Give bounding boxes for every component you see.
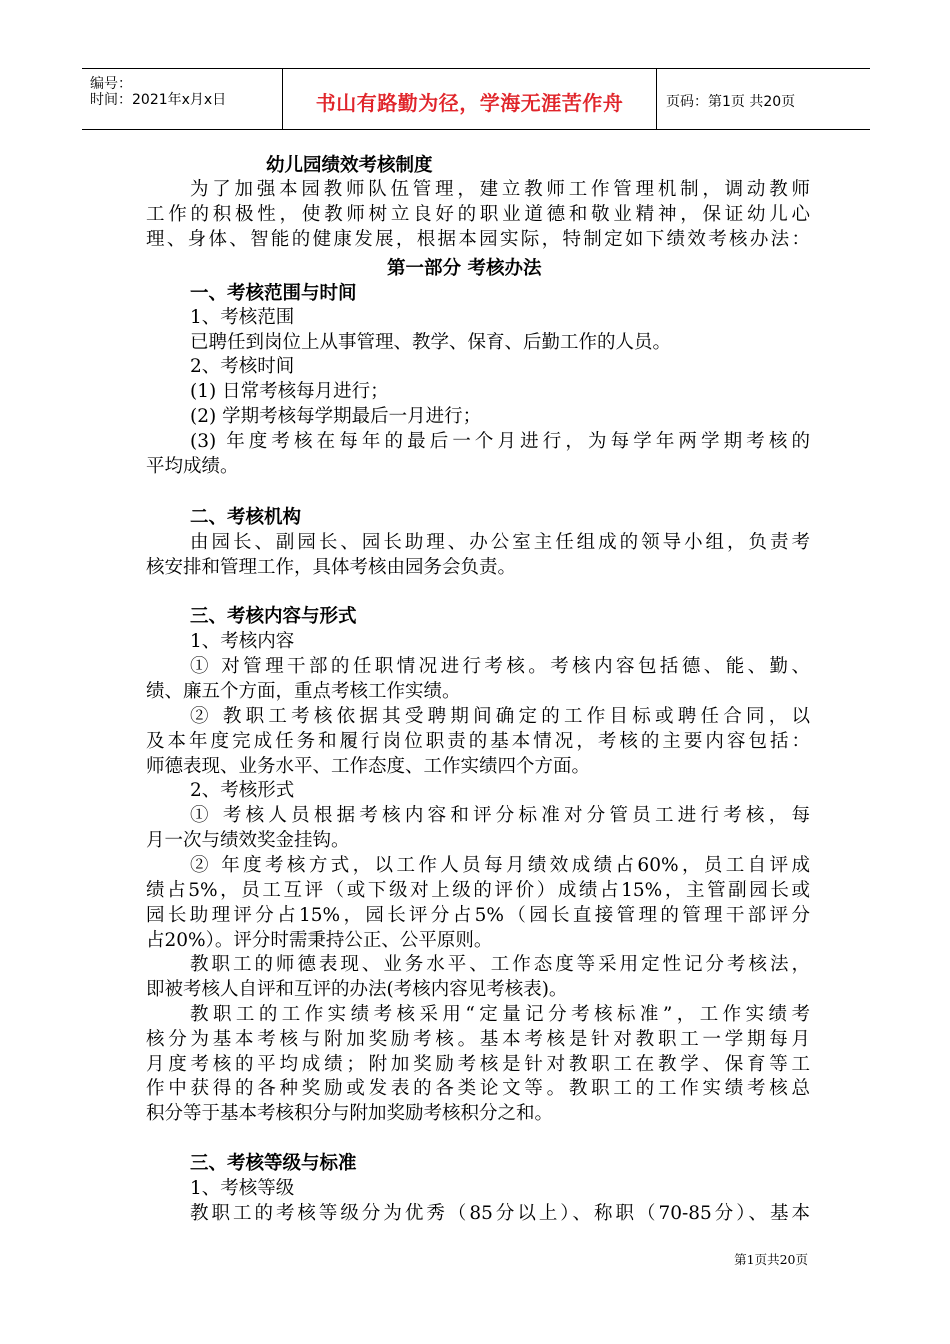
paragraph-line: 1、考核内容 <box>190 631 295 652</box>
paragraph-line: 积分等于基本考核积分与附加奖励考核积分之和。 <box>146 1103 554 1124</box>
paragraph-line: ② 教职工考核依据其受聘期间确定的工作目标或聘任合同，以 <box>190 706 810 727</box>
part-heading: 第一部分 考核办法 <box>387 258 542 279</box>
paragraph-line: 由园长、副园长、园长助理、办公室主任组成的领导小组，负责考 <box>190 532 810 553</box>
paragraph-line: ② 年度考核方式，以工作人员每月绩效成绩占60%，员工自评成 <box>190 855 810 876</box>
paragraph-line: 工作的积极性，使教师树立良好的职业道德和敬业精神，保证幼儿心 <box>146 204 810 225</box>
paragraph-line: 教职工的师德表现、业务水平、工作态度等采用定性记分考核法， <box>190 954 810 975</box>
paragraph-line: ① 对管理干部的任职情况进行考核。考核内容包括德、能、勤、 <box>190 656 810 677</box>
header-info-cell <box>82 69 282 129</box>
section-heading: 三、考核等级与标准 <box>190 1153 357 1174</box>
paragraph-line: 1、考核范围 <box>190 307 295 328</box>
paragraph-line: 绩、廉五个方面，重点考核工作实绩。 <box>146 681 461 702</box>
paragraph-line: (3) 年度考核在每年的最后一个月进行，为每学年两学期考核的 <box>190 431 810 452</box>
motto: 书山有路勤为径，学海无涯苦作舟 <box>315 91 624 115</box>
paragraph-line: 2、考核时间 <box>190 356 295 377</box>
date-label: 时间：2021年x月x日 <box>90 92 227 108</box>
paragraph-line: ① 考核人员根据考核内容和评分标准对分管员工进行考核，每 <box>190 805 810 826</box>
paragraph-line: 核分为基本考核与附加奖励考核。基本考核是针对教职工一学期每月 <box>146 1029 810 1050</box>
page-footer: 第1页共20页 <box>734 1252 808 1267</box>
paragraph-line: 为了加强本园教师队伍管理，建立教师工作管理机制，调动教师 <box>190 179 810 200</box>
paragraph-line: 理、身体、智能的健康发展，根据本园实际，特制定如下绩效考核办法： <box>146 229 810 250</box>
paragraph-line: 占20%）。评分时需秉持公正、公平原则。 <box>146 930 493 951</box>
section-heading: 一、考核范围与时间 <box>190 283 357 304</box>
paragraph-line: 作中获得的各种奖励或发表的各类论文等。教职工的工作实绩考核总 <box>146 1078 810 1099</box>
paragraph-line: (2) 学期考核每学期最后一月进行； <box>190 406 482 427</box>
paragraph-line: 绩占5%，员工互评（或下级对上级的评价）成绩占15%，主管副园长或 <box>146 880 810 901</box>
doc-title: 幼儿园绩效考核制度 <box>266 155 433 176</box>
number-label: 编号： <box>90 76 132 92</box>
paragraph-line: 即被考核人自评和互评的办法(考核内容见考核表)。 <box>146 979 568 1000</box>
paragraph-line: 平均成绩。 <box>146 456 239 477</box>
header-page-cell <box>656 69 870 129</box>
paragraph-line: 教职工的工作实绩考核采用“定量记分考核标准”，工作实绩考 <box>190 1004 810 1025</box>
paragraph-line: 月度考核的平均成绩；附加奖励考核是针对教职工在教学、保育等工 <box>146 1054 810 1075</box>
paragraph-line: 教职工的考核等级分为优秀（85分以上）、称职（70-85分）、基本 <box>190 1203 810 1224</box>
paragraph-line: 及本年度完成任务和履行岗位职责的基本情况，考核的主要内容包括： <box>146 731 810 752</box>
page-label: 页码：第1页 共20页 <box>666 94 796 110</box>
paragraph-line: 月一次与绩效奖金挂钩。 <box>146 830 350 851</box>
section-heading: 三、考核内容与形式 <box>190 606 357 627</box>
header-motto-cell <box>282 69 657 129</box>
paragraph-line: 1、考核等级 <box>190 1178 295 1199</box>
section-heading: 二、考核机构 <box>190 507 302 528</box>
paragraph-line: 核安排和管理工作，具体考核由园务会负责。 <box>146 557 517 578</box>
paragraph-line: 2、考核形式 <box>190 780 295 801</box>
paragraph-line: 师德表现、业务水平、工作态度、工作实绩四个方面。 <box>146 756 591 777</box>
paragraph-line: 已聘任到岗位上从事管理、教学、保育、后勤工作的人员。 <box>190 332 672 353</box>
paragraph-line: 园长助理评分占15%，园长评分占5%（园长直接管理的管理干部评分 <box>146 905 810 926</box>
header-table <box>82 68 870 130</box>
paragraph-line: (1) 日常考核每月进行； <box>190 381 389 402</box>
